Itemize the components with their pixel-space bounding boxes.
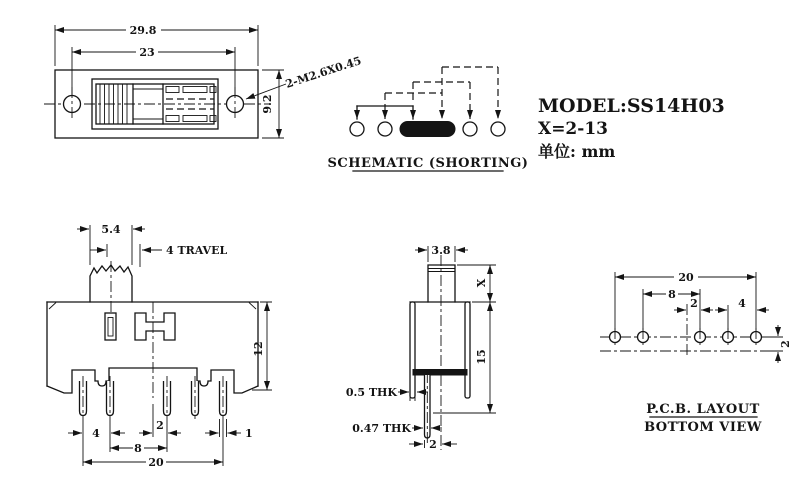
terminal-5 bbox=[491, 122, 505, 136]
info-block bbox=[538, 95, 725, 161]
dim-total-height-label: 15 bbox=[475, 349, 488, 365]
unit-label: 单位: mm bbox=[538, 142, 616, 161]
schematic-title: SCHEMATIC (SHORTING) bbox=[327, 156, 529, 171]
pcb-dim-row-offset-label: 2 bbox=[779, 340, 792, 348]
thread-note-label: 2-M2.6X0.45 bbox=[283, 54, 363, 91]
dim-pin-offset-label: 2 bbox=[429, 438, 437, 451]
interior-slot-inner bbox=[108, 318, 113, 337]
bracket-thickness-note bbox=[346, 386, 428, 401]
dim-center-to-pin-label: 2 bbox=[156, 419, 164, 432]
side-knob-serration bbox=[428, 269, 455, 272]
pcb-dim-pitch-4-5-label: 4 bbox=[738, 297, 746, 310]
note-pin-thk-label: 0.47 THK bbox=[352, 422, 411, 435]
side-bracket-right bbox=[465, 302, 470, 398]
dim-5-4 bbox=[77, 223, 145, 265]
dim-knob-depth-label: 3.8 bbox=[431, 244, 451, 257]
front-view bbox=[47, 223, 272, 469]
side-knob bbox=[428, 265, 455, 302]
knob-serrations bbox=[100, 84, 127, 124]
schematic-view bbox=[328, 67, 529, 171]
dim-pin-width-label: 1 bbox=[245, 427, 253, 440]
top-view bbox=[44, 22, 363, 138]
travel-note-label: 4 TRAVEL bbox=[166, 244, 228, 257]
note-bracket-thk-label: 0.5 THK bbox=[345, 386, 397, 399]
dim-12 bbox=[252, 302, 272, 390]
dim-height-label: 9.2 bbox=[261, 94, 274, 114]
pcb-title: P.C.B. LAYOUT bbox=[646, 402, 760, 417]
dim-x bbox=[457, 265, 496, 302]
corner-notches bbox=[49, 303, 256, 310]
dim-9-2 bbox=[261, 70, 284, 138]
side-bracket-left bbox=[410, 302, 415, 398]
x-range-label: X=2-13 bbox=[538, 119, 608, 139]
dim-pitch-1-2-label: 4 bbox=[92, 427, 100, 440]
pcb-subtitle: BOTTOM VIEW bbox=[644, 420, 762, 435]
model-label: MODEL:SS14H03 bbox=[538, 95, 725, 117]
dim-body-height-label: 12 bbox=[252, 341, 265, 357]
dim-hole-pitch-label: 23 bbox=[139, 46, 155, 59]
pcb-dim-row-offset bbox=[762, 325, 792, 363]
dim-knob-height-label: X bbox=[475, 278, 488, 288]
h-shaped-cutout bbox=[135, 313, 175, 340]
pcb-dim-center-offset-label: 2 bbox=[690, 297, 698, 310]
pcb-view bbox=[600, 270, 792, 435]
dim-knob-width-label: 5.4 bbox=[101, 223, 121, 236]
side-base-plate bbox=[413, 370, 467, 376]
dim-total-label: 20 bbox=[148, 456, 164, 469]
dim-side-2 bbox=[409, 438, 457, 451]
dim-pitch-2-3-label: 8 bbox=[134, 442, 142, 455]
dim-3-8 bbox=[415, 244, 468, 262]
terminal-1 bbox=[350, 122, 364, 136]
shorting-slider bbox=[400, 122, 455, 137]
side-view bbox=[346, 244, 496, 451]
pcb-dim-total-label: 20 bbox=[678, 271, 694, 284]
body-side-edges bbox=[47, 302, 258, 386]
terminal-4 bbox=[463, 122, 477, 136]
dim-total-width-label: 29.8 bbox=[129, 24, 157, 37]
terminal-2 bbox=[378, 122, 392, 136]
thread-callout bbox=[246, 54, 363, 99]
pcb-dim-pitch-label: 8 bbox=[668, 288, 676, 301]
